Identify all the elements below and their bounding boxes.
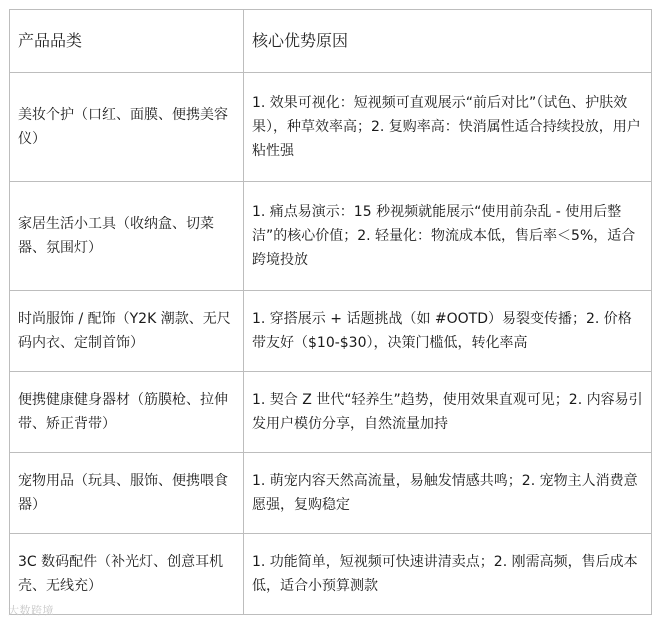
- category-text: 便携健康健身器材（筋膜枪、拉伸带、矫正背带）: [18, 392, 228, 432]
- advantage-text: 1. 痛点易演示：15 秒视频就能展示“使用前杂乱 - 使用后整洁”的核心价值；2. 轻量化：物流成本低，售后率＜5%，适合跨境投放: [252, 204, 636, 268]
- advantage-cell: [244, 73, 652, 182]
- table-row: [10, 182, 652, 291]
- advantage-cell: [244, 291, 652, 372]
- table-row: [10, 73, 652, 182]
- advantage-text: 1. 功能简单，短视频可快速讲清卖点；2. 刚需高频，售后成本低，适合小预算测款: [252, 554, 638, 594]
- table-row: [10, 534, 652, 615]
- table-row: [10, 453, 652, 534]
- advantage-cell: [244, 453, 652, 534]
- advantage-text: 1. 效果可视化：短视频可直观展示“前后对比”（试色、护肤效果），种草效率高；2. 复购率高：快消属性适合持续投放，用户粘性强: [252, 95, 641, 159]
- category-cell: [10, 291, 244, 372]
- category-text: 时尚服饰 / 配饰（Y2K 潮款、无尺码内衣、定制首饰）: [18, 311, 231, 351]
- category-cell: [10, 453, 244, 534]
- advantage-cell: [244, 534, 652, 615]
- table-row: [10, 372, 652, 453]
- product-category-table: [9, 9, 652, 615]
- advantage-text: 1. 契合 Z 世代“轻养生”趋势，使用效果直观可见；2. 内容易引发用户模仿分享，自然流量加持: [252, 392, 643, 432]
- table-row: [10, 291, 652, 372]
- header-category: [10, 10, 244, 73]
- category-text: 3C 数码配件（补光灯、创意耳机壳、无线充）: [18, 554, 224, 594]
- advantage-cell: [244, 182, 652, 291]
- table-header-row: [10, 10, 652, 73]
- category-text: 家居生活小工具（收纳盒、切菜器、氛围灯）: [18, 216, 214, 256]
- watermark: 大数跨境: [8, 604, 54, 617]
- category-text: 宠物用品（玩具、服饰、便携喂食器）: [18, 473, 228, 513]
- category-cell: [10, 73, 244, 182]
- header-advantage: [244, 10, 652, 73]
- category-text: 美妆个护（口红、面膜、便携美容仪）: [18, 107, 228, 147]
- category-cell: [10, 372, 244, 453]
- header-category-label: 产品品类: [18, 31, 83, 50]
- header-advantage-label: 核心优势原因: [252, 31, 349, 50]
- advantage-text: 1. 萌宠内容天然高流量，易触发情感共鸣；2. 宠物主人消费意愿强，复购稳定: [252, 473, 638, 513]
- category-cell: [10, 182, 244, 291]
- advantage-text: 1. 穿搭展示 + 话题挑战（如 #OOTD）易裂变传播；2. 价格带友好（$10-$30），决策门槛低，转化率高: [252, 311, 632, 351]
- advantage-cell: [244, 372, 652, 453]
